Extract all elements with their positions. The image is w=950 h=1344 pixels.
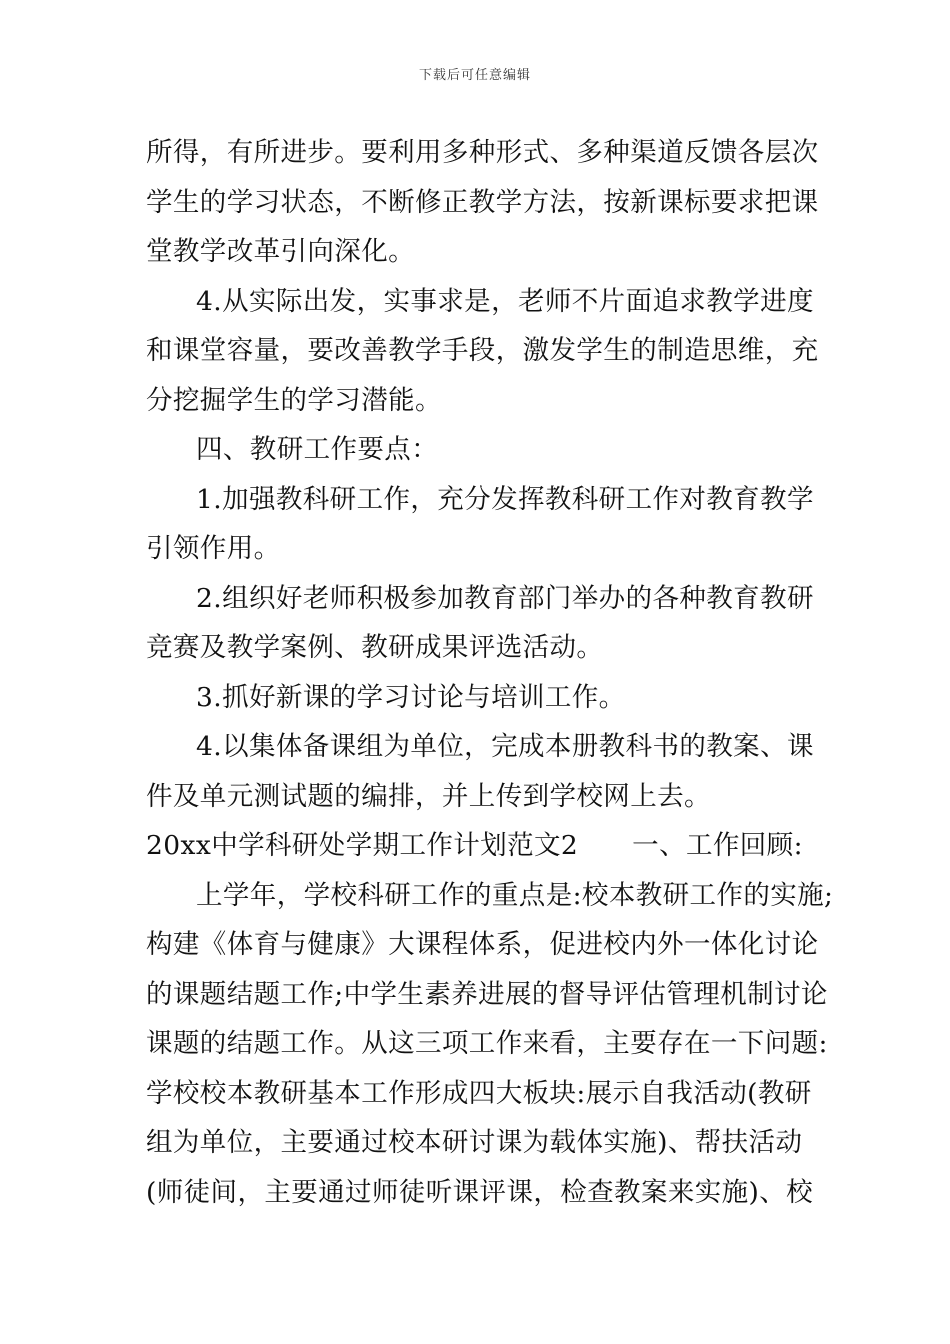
text-line: 堂教学改革引向深化。 [146,236,415,267]
text-line: 4.以集体备课组为单位，完成本册教科书的教案、课 [196,731,814,762]
page-header: 下载后可任意编辑 [418,68,531,83]
section-title: 一、工作回顾: [632,830,803,861]
article-heading-line [146,821,822,871]
text-line: 3.抓好新课的学习讨论与培训工作。 [196,681,626,713]
text-line: 学校校本教研基本工作形成四大板块:展示自我活动(教研 [146,1077,812,1109]
text-line: 上学年，学校科研工作的重点是:校本教研工作的实施; [196,879,834,911]
text-line: 学生的学习状态，不断修正教学方法，按新课标要求把课 [146,186,819,218]
text-line: 组为单位，主要通过校本研讨课为载体实施)、帮扶活动 [146,1127,803,1158]
text-line: 4.从实际出发，实事求是，老师不片面追求教学进度 [196,285,814,317]
text-line: 的课题结题工作;中学生素养进展的督导评估管理机制讨论 [146,978,828,1010]
text-line: 构建《体育与健康》大课程体系，促进校内外一体化讨论 [146,929,819,960]
text-line: 分挖掘学生的学习潜能。 [146,384,442,416]
text-line: 引领作用。 [146,533,281,564]
text-line: 2.组织好老师积极参加教育部门举办的各种教育教研 [196,582,814,614]
text-line: 所得，有所进步。要利用多种形式、多种渠道反馈各层次 [146,137,819,168]
text-line: 件及单元测试题的编排，并上传到学校网上去。 [146,780,711,812]
text-line: 竞赛及教学案例、教研成果评选活动。 [146,632,604,663]
text-line: 1.加强教科研工作，充分发挥教科研工作对教育教学 [196,483,814,515]
section-heading: 四、教研工作要点： [196,434,439,465]
text-line: 和课堂容量，要改善教学手段，激发学生的制造思维，充 [146,335,819,366]
document-body [146,128,834,1217]
text-line: (师徒间，主要通过师徒听课评课，检查教案来实施)、校 [146,1176,814,1208]
article-title: 20xx中学科研处学期工作计划范文2 [146,830,579,861]
text-line: 课题的结题工作。从这三项工作来看，主要存在一下问题: [146,1028,828,1059]
